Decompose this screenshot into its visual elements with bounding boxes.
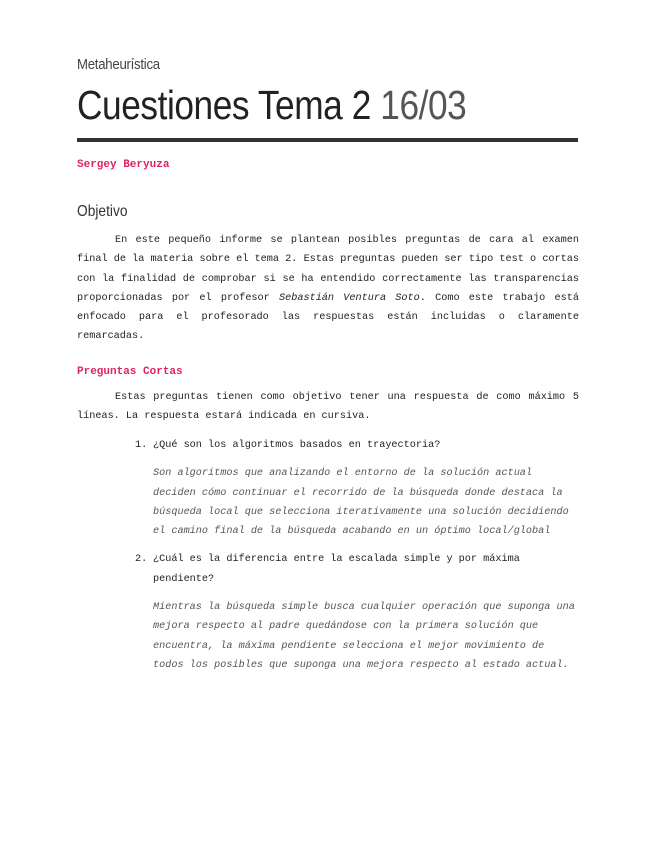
question-text: ¿Cuál es la diferencia entre la escalada simple y por máxima pendiente? (153, 554, 520, 585)
question-text: ¿Qué son los algoritmos basados en trayectoria? (153, 440, 441, 451)
question-item (135, 436, 580, 541)
section-heading-objetivo: Objetivo (77, 203, 128, 220)
title-main: Cuestiones Tema 2 (77, 82, 371, 128)
question-number: 1. (135, 440, 148, 451)
page-title (77, 80, 466, 130)
objetivo-paragraph (77, 231, 579, 347)
section-heading-preguntas-cortas: Preguntas Cortas (77, 366, 183, 378)
question-number: 2. (135, 554, 148, 566)
question-item (135, 550, 580, 675)
objetivo-text-after: . Como este trabajo está enfocado para el profesorado las respuestas están incluidas o claramente remarcadas. (77, 292, 579, 343)
title-date: 16/03 (380, 82, 467, 128)
title-divider (77, 138, 578, 142)
subject-label: Metaheurística (77, 56, 160, 73)
preguntas-intro-paragraph: Estas preguntas tienen como objetivo tener una respuesta de como máximo 5 líneas. La respuesta estará indicada en cursiva. (77, 392, 579, 423)
professor-name: Sebastián Ventura Soto (279, 292, 420, 304)
answer-text: Mientras la búsqueda simple busca cualquier operación que suponga una mejora respecto al padre quedándose con la primera solución que encuentra, la máxima pendiente selecciona el mejor movimiento de todos los posibles que suponga una mejora respecto al estado actual. (153, 602, 575, 671)
objetivo-text-before: En este pequeño informe se plantean posibles preguntas de cara al examen final de la materia sobre el tema 2. Estas preguntas pueden ser tipo test o cortas con la finalidad de comprobar si se ha entendido correctamente las transparencias proporcionadas por el profesor (77, 235, 579, 304)
answer-text: Son algoritmos que analizando el entorno de la solución actual deciden cómo continuar el recorrido de la búsqueda donde destaca la búsqueda local que selecciona iterativamente una solución decidiendo el camino final de la búsqueda acabando en un óptimo local/global (153, 468, 569, 538)
question-list (135, 436, 580, 675)
author-name: Sergey Beryuza (77, 159, 170, 171)
